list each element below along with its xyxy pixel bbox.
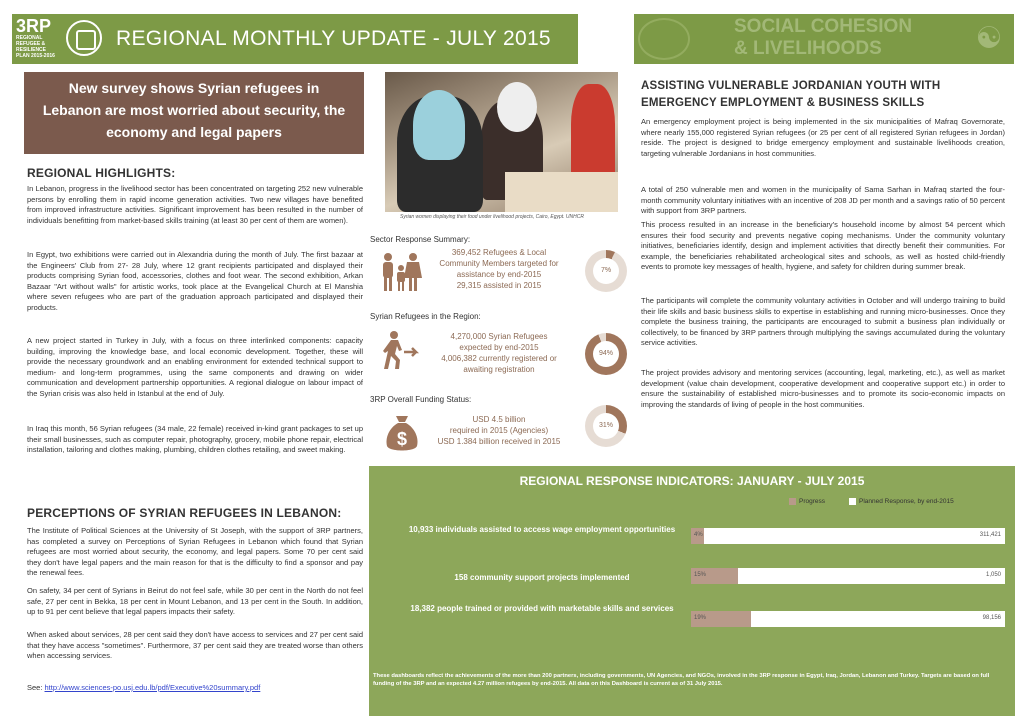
highlights-heading: REGIONAL HIGHLIGHTS: (27, 166, 176, 180)
indicators-panel (369, 466, 1015, 716)
see-label: See: (27, 683, 45, 692)
jordan-heading-line1: ASSISTING VULNERABLE JORDANIAN YOUTH WITH (641, 80, 941, 92)
perceptions-paragraph-2: On safety, 34 per cent of Syrians in Beirut do not feel safe, while 30 per cent in the North do not feel safe, 27 per cent in Bekka, 18 per cent in Mount Lebanon, and 13 per cent in the South. In addition, up to 91 per cent believe that legal papers impacts their safety. (27, 586, 363, 616)
indicator-pct-2: 15% (694, 572, 707, 578)
survey-link[interactable]: http://www.sciences-po.usj.edu.lb/pdf/Executive%20summary.pdf (44, 683, 261, 692)
jordan-paragraph-3: This process resulted in an increase in the beneficiary's household income by almost 54 percent which ensures their food security and prevents negative coping mechanisms. Under the community voluntary initiatives, beneficiaries identify, design and implement activities that directly benefit their communities. For example, the beneficiaries rehabilitated archeological sites and schools, as well as hosted child-friendly events to promote key messages of health, hygiene, and safety for children during summer break. (641, 220, 1005, 271)
bag-icon: ☯ (975, 22, 1003, 55)
jordan-paragraph-2: A total of 250 vulnerable men and women in the municipality of Sama Sarhan in Mafraq started the four-month community voluntary initiatives with an incentive of 208 JD per month and a savings ratio of 50 percent with support from 3RP partners. (641, 185, 1005, 215)
highlights-paragraph-4: In Iraq this month, 56 Syrian refugees (34 male, 22 female) received in-kind grant packages to set up their small businesses, such as computer repair, photography, grocery, mobile phone repair, electrical installation, tailoring and clothes making, plumbing, children clothes retailing, and sweet making. (27, 424, 363, 454)
refugees-line-3: 4,006,382 currently registered or (441, 354, 557, 363)
indicator-bar-2 (691, 568, 1005, 584)
indicator-pct-1: 4% (694, 532, 703, 538)
indicator-bar-3 (691, 611, 1005, 627)
logo-text: 3RP (16, 16, 52, 36)
indicator-pct-3: 19% (694, 615, 707, 621)
funding-label: 3RP Overall Funding Status: (370, 395, 472, 404)
funding-pct-label: 31% (593, 413, 619, 439)
indicator-label-3: 18,382 people trained or provided with marketable skills and services (410, 604, 674, 613)
photo-refugee-women (385, 72, 618, 212)
indicator-bar-1 (691, 528, 1005, 544)
legend-planned-label: Planned Response, by end-2015 (859, 498, 954, 506)
funding-stat (424, 414, 574, 447)
funding-line-1: USD 4.5 billion (472, 415, 526, 424)
money-bag-icon (385, 414, 419, 454)
legend-swatch-progress (789, 498, 796, 505)
refugees-label: Syrian Refugees in the Region: (370, 312, 481, 321)
indicators-title: REGIONAL RESPONSE INDICATORS: JANUARY - JULY 2015 (519, 474, 865, 488)
funding-line-2: required in 2015 (Agencies) (449, 426, 549, 435)
family-icon (380, 252, 422, 292)
walking-person-icon (382, 330, 420, 370)
header-banner (12, 14, 578, 64)
photo-caption: Syrian women displaying their food under livelihood projects, Cairo, Egypt. UNHCR (400, 214, 584, 220)
3rp-logo (16, 17, 60, 61)
indicator-target-3: 98,156 (982, 615, 1001, 621)
page-title: REGIONAL MONTHLY UPDATE - JULY 2015 (116, 27, 551, 50)
svg-text:$: $ (396, 429, 408, 449)
refugees-pct-label: 94% (593, 341, 619, 367)
legend-planned (849, 498, 954, 505)
highlights-paragraph-3: A new project started in Turkey in July, with a focus on three interlinked components: capacity building, improving the knowledge base, and local economic development. Together, these will provide the necessary groundwork and an enabling environment for extended technical support to medium- and long-term programmes, using the same components and drawing on wider communication and development partnership opportunities. A regional dialogue on labour impact of the Syrian crisis was also held in Istanbul at the end of July. (27, 336, 363, 398)
legend-swatch-planned (849, 498, 856, 505)
refugees-progress-ring (585, 333, 627, 375)
sector-summary-label: Sector Response Summary: (370, 235, 471, 244)
jordan-heading-line2: EMERGENCY EMPLOYMENT & BUSINESS SKILLS (641, 97, 925, 109)
legend-progress (789, 498, 825, 505)
jordan-paragraph-1: An emergency employment project is being implemented in the six municipalities of Mafraq Governorate, where nearly 155,000 registered Syrian refugees (or 25 per cent of all registered Syrian refugees in Jordan) reside. The project is designed to bridge emergency employment and sustainable livelihoods creation, targeting vulnerable Jordanians in host communities. (641, 117, 1005, 158)
indicator-target-1: 311,421 (979, 532, 1001, 538)
jordan-heading (641, 78, 1001, 112)
handshake-icon (638, 18, 690, 60)
indicator-label-2: 158 community support projects implemented (454, 573, 630, 582)
sector-title (734, 16, 912, 60)
jordan-paragraph-5: The project provides advisory and mentoring services (accounting, legal, marketing, etc.), as well as market development (value chain development, cooperative development and cooperative support etc.) in order to ensure the sustainability of established micro-businesses and to promote its socio-economic impacts on improving the standards of living of people in the host communities. (641, 368, 1005, 409)
sector-title-line1: SOCIAL COHESION (734, 16, 913, 37)
refugees-line-4: awaiting registration (463, 365, 535, 374)
un-emblem-icon (66, 20, 102, 56)
refugees-stat (424, 331, 574, 375)
refugees-line-2: expected by end-2015 (459, 343, 539, 352)
headline-box: New survey shows Syrian refugees in Lebanon are most worried about security, the economy and legal papers (24, 72, 364, 154)
funding-progress-ring (585, 405, 627, 447)
perceptions-see-line (27, 683, 363, 694)
highlights-paragraph-1: In Lebanon, progress in the livelihood sector has been concentrated on targeting 252 new vulnerable persons by enrolling them in rapid income generation activities. Two new villages have benefited from improved infrastructure activities. Significant improvement has been resulted in the number of individuals benefitting from market-based skills training (at least 30 per cent of them are women). (27, 184, 363, 225)
summary-stat (424, 247, 574, 291)
refugees-line-1: 4,270,000 Syrian Refugees (450, 332, 548, 341)
indicator-target-2: 1,050 (985, 572, 1001, 578)
perceptions-paragraph-3: When asked about services, 28 per cent said they don't have access to services and 27 per cent said that they have access "sometimes". Furthermore, 37 per cent said they are treated worse than others when accessing services. (27, 630, 363, 660)
sector-title-line2: & LIVELIHOODS (734, 38, 882, 59)
indicator-label-1: 10,933 individuals assisted to access wage employment opportunities (408, 525, 676, 534)
legend-progress-label: Progress (799, 498, 826, 506)
summary-pct-label: 7% (593, 258, 619, 284)
summary-line-4: 29,315 assisted in 2015 (456, 281, 542, 290)
logo-subtext: REGIONAL REFUGEE & RESILIENCE PLAN 2015-2016 (16, 35, 55, 59)
highlights-paragraph-2: In Egypt, two exhibitions were carried out in Alexandria during the month of July. The first bazaar at the Engineers' Club from 27- 28 July, where 12 grant recipients participated and displayed their products comprising Syrian food, accessories, clothes and foot wear. The second exhibition, Arkan Bazaar "Art without walls" for artistic works, took place at the Evangelical Church at El Manshia where seven refugees who are part of the graduation approach participated and displayed their products. (27, 250, 363, 312)
summary-line-2: Community Members targeted for (439, 259, 559, 268)
jordan-paragraph-4: The participants will complete the community voluntary activities in October and will undergo training to build their life skills and basic business skills to expertise in establishing and running micro-businesses. Once they complete the business training, the participants are encouraged to submit a business plan individually or collectively, to be financed by 3RP partners through multiplying the savings accumulated during the voluntary service activities. (641, 296, 1005, 347)
summary-line-1: 369,452 Refugees & Local (451, 248, 547, 257)
summary-line-3: assistance by end-2015 (456, 270, 542, 279)
indicators-footnote: These dashboards reflect the achievements of the more than 200 partners, including governments, UN Agencies, and NGOs, involved in the 3RP response in Egypt, Iraq, Jordan, Lebanon and Turkey. Targets are based on full funding of the 3RP and an expected 4.27 million refugees by end-2015. All data on this Dashboard is current as of 31 July 2015. (373, 673, 990, 687)
perceptions-heading: PERCEPTIONS OF SYRIAN REFUGEES IN LEBANON: (27, 506, 342, 520)
summary-progress-ring (585, 250, 627, 292)
sector-banner (634, 14, 1014, 64)
perceptions-paragraph-1: The Institute of Political Sciences at the University of St Joseph, with the support of 3RP partners, has completed a survey on Perceptions of Syrian Refugees in Lebanon which found that Syrian refugees are most worried about security, the economy, and legal papers. Some 70 per cent said they don't have legal papers and the main reason for that is the difficulty to find a sponsor and pay the renewal fees. (27, 526, 363, 577)
funding-line-3: USD 1.384 billion received in 2015 (437, 437, 561, 446)
